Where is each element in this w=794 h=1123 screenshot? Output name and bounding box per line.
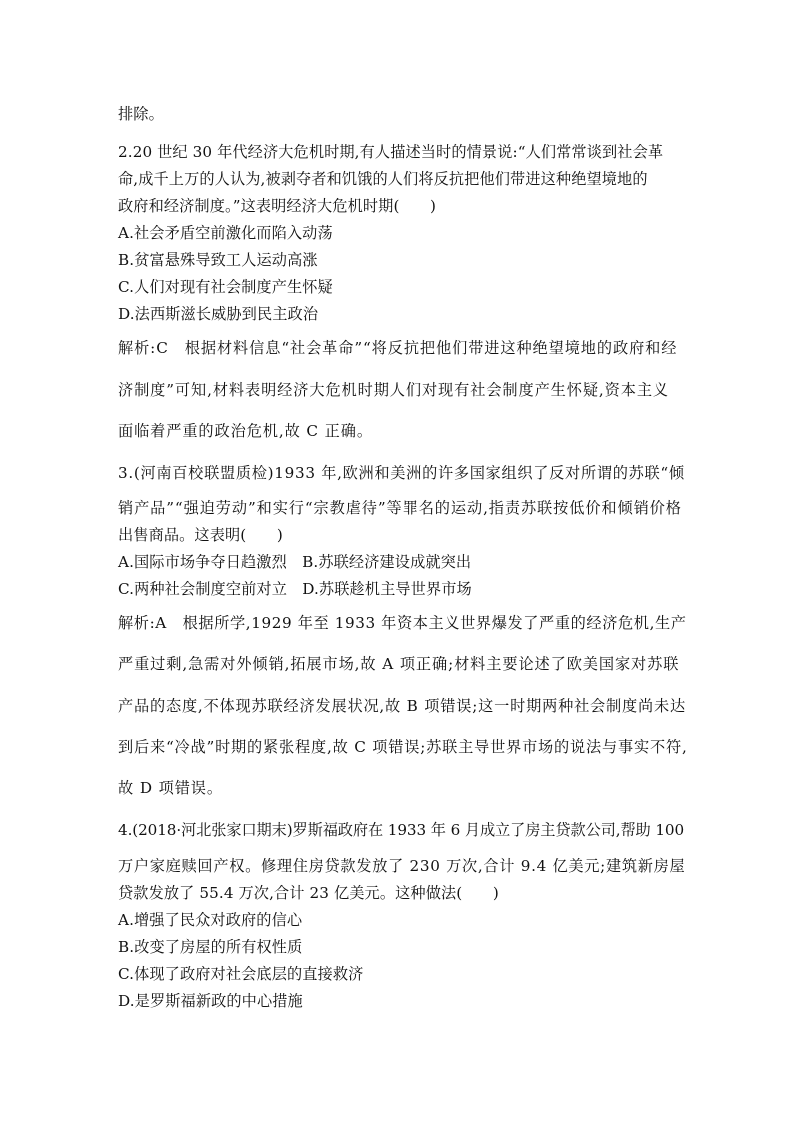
question-stem-line: 销产品”“强迫劳动”和实行“宗教虐待”等罪名的运动,指责苏联按低价和倾销价格 bbox=[118, 499, 682, 517]
question-stem-line: 命,成千上万的人认为,被剥夺者和饥饿的人们将反抗把他们带进这种绝望境地的 bbox=[118, 170, 648, 188]
question-stem-line: 政府和经济制度。”这表明经济大危机时期( ) bbox=[118, 197, 437, 215]
option-row-cd: C.两种社会制度空前对立 D.苏联趁机主导世界市场 bbox=[118, 580, 472, 598]
analysis-line: 解析:C 根据材料信息“社会革命”“将反抗把他们带进这种绝望境地的政府和经 bbox=[118, 339, 678, 357]
option-a: A.增强了民众对政府的信心 bbox=[118, 911, 303, 929]
option-a: A.社会矛盾空前激化而陷入动荡 bbox=[118, 224, 333, 242]
analysis-line: 面临着严重的政治危机,故 C 正确。 bbox=[118, 422, 373, 440]
option-c: C.人们对现有社会制度产生怀疑 bbox=[118, 278, 333, 296]
continuation-text: 排除。 bbox=[118, 105, 164, 123]
analysis-line: 严重过剩,急需对外倾销,拓展市场,故 A 项正确;材料主要论述了欧美国家对苏联 bbox=[118, 655, 680, 673]
question-stem-line: 万户家庭赎回产权。修理住房贷款发放了 230 万次,合计 9.4 亿美元;建筑新房屋 bbox=[118, 857, 686, 875]
analysis-line: 解析:A 根据所学,1929 年至 1933 年资本主义世界爆发了严重的经济危机,生产 bbox=[118, 614, 687, 632]
option-b: B.改变了房屋的所有权性质 bbox=[118, 938, 303, 956]
option-d: D.法西斯滋长威胁到民主政治 bbox=[118, 305, 319, 323]
question-stem-line: 4.(2018·河北张家口期末)罗斯福政府在 1933 年 6 月成立了房主贷款公司,帮助 100 bbox=[118, 821, 685, 839]
question-stem-line: 2.20 世纪 30 年代经济大危机时期,有人描述当时的情景说:“人们常常谈到社会革 bbox=[118, 143, 664, 161]
option-c: C.体现了政府对社会底层的直接救济 bbox=[118, 965, 364, 983]
option-row-ab: A.国际市场争夺日趋激烈 B.苏联经济建设成就突出 bbox=[118, 553, 472, 571]
analysis-line: 产品的态度,不体现苏联经济发展状况,故 B 项错误;这一时期两种社会制度尚未达 bbox=[118, 697, 686, 715]
question-stem-line: 3.(河南百校联盟质检)1933 年,欧洲和美洲的许多国家组织了反对所谓的苏联“倾 bbox=[118, 464, 685, 482]
option-d: D.是罗斯福新政的中心措施 bbox=[118, 992, 303, 1010]
analysis-line: 到后来“冷战”时期的紧张程度,故 C 项错误;苏联主导世界市场的说法与事实不符, bbox=[118, 738, 688, 756]
option-b: B.贫富悬殊导致工人运动高涨 bbox=[118, 251, 318, 269]
question-stem-line: 出售商品。这表明( ) bbox=[118, 526, 283, 544]
analysis-line: 济制度”可知,材料表明经济大危机时期人们对现有社会制度产生怀疑,资本主义 bbox=[118, 381, 670, 399]
analysis-line: 故 D 项错误。 bbox=[118, 779, 223, 797]
question-stem-line: 贷款发放了 55.4 万次,合计 23 亿美元。这种做法( ) bbox=[118, 884, 499, 902]
